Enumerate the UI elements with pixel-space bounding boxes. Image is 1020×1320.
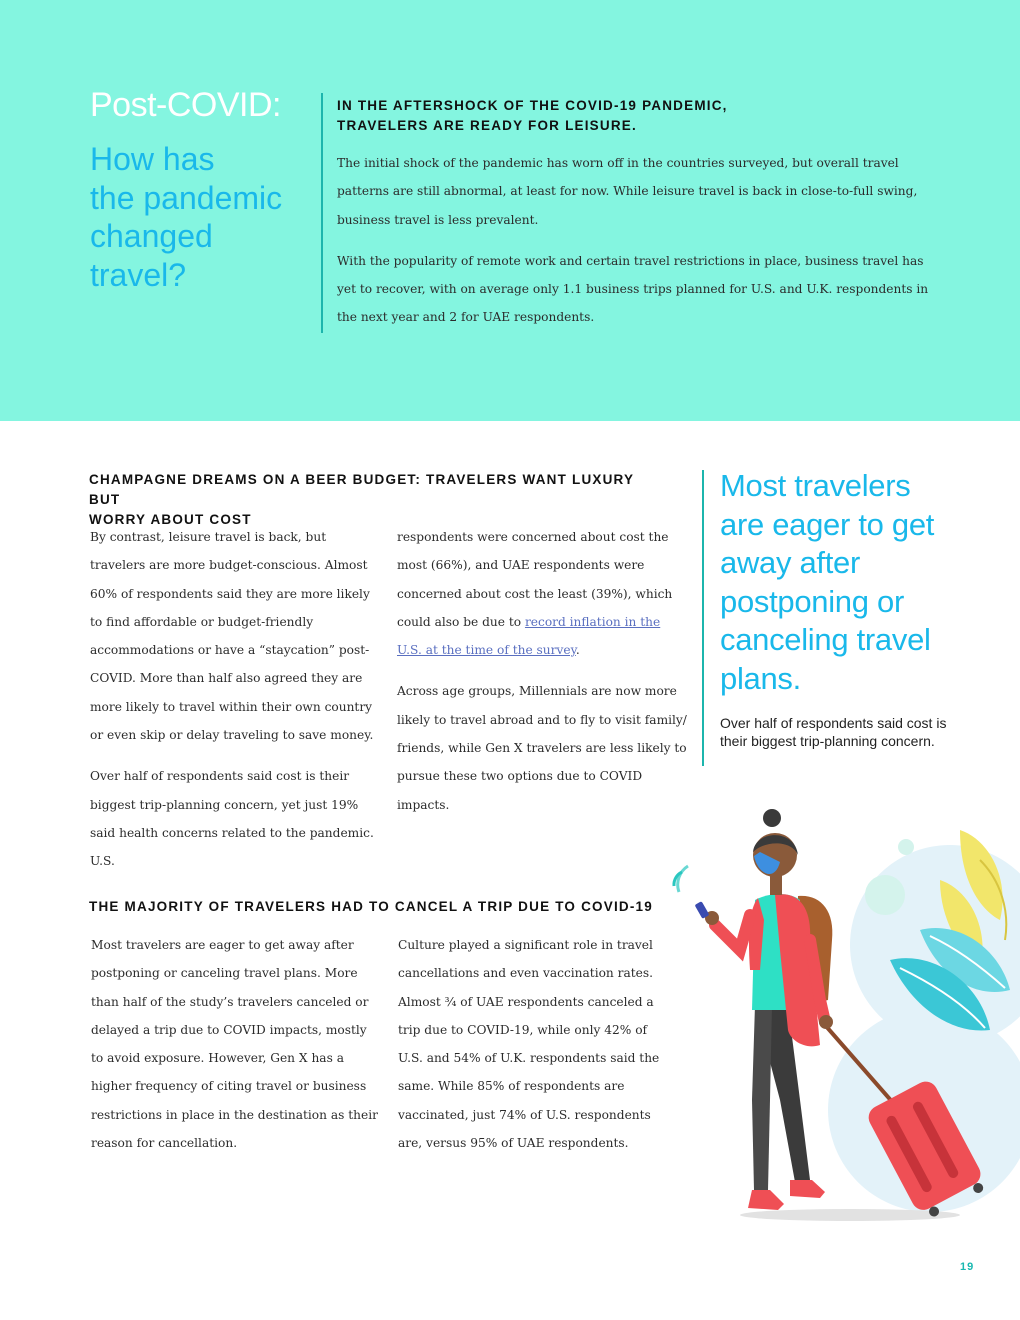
body-paragraph: Most travelers are eager to get away after postponing or canceling travel plans. More than half of the study’s travelers canceled or delayed a trip due to COVID impacts, mostly to avoid exposure. However, Gen X has a higher frequency of citing travel or business restrictions in place in the destination as their reason for cancellation. — [91, 938, 378, 1151]
kicker-title: Post-COVID: — [90, 86, 281, 124]
column-left — [90, 523, 375, 876]
heading-line: CHAMPAGNE DREAMS ON A BEER BUDGET: TRAVELERS WANT LUXURY BUT — [89, 472, 634, 507]
body-paragraph: Over half of respondents said cost is their biggest trip-planning concern, yet just 19% said health concerns related to the pandemic. U.S. — [90, 769, 374, 869]
section-heading — [89, 470, 669, 530]
intro-section — [337, 96, 937, 332]
page-number: 19 — [960, 1261, 975, 1273]
title-line: travel? — [90, 256, 187, 293]
intro-paragraph: The initial shock of the pandemic has worn off in the countries surveyed, but overall travel patterns are still abnormal, at least for now. While leisure travel is back in close-to-full swing, business travel is less prevalent. — [337, 156, 918, 227]
inflation-link[interactable]: record inflation in the U.S. at the time of the survey — [397, 614, 661, 658]
body-paragraph — [397, 523, 687, 664]
heading-line: WORRY ABOUT COST — [89, 512, 252, 527]
pull-quote: Most travelers are eager to get away after postponing or canceling travel plans. — [720, 468, 935, 696]
vertical-rule — [321, 93, 323, 333]
intro-heading — [337, 96, 937, 136]
section-cost — [89, 470, 669, 530]
page-title — [90, 140, 310, 294]
body-paragraph: By contrast, leisure travel is back, but travelers are more budget-conscious. Almost 60% of respondents said they are more likely to find affordable or budget-friendly accommodations or have a “staycation” post-COVID. More than half also agreed they are more likely to travel within their own country or even skip or delay traveling to save money. — [90, 530, 374, 743]
pull-quote-caption: Over half of respondents said cost is their biggest trip-planning concern. — [720, 715, 947, 749]
title-line: How has — [90, 141, 215, 177]
section-heading: THE MAJORITY OF TRAVELERS HAD TO CANCEL A TRIP DUE TO COVID-19 — [89, 899, 653, 914]
text-run: . — [575, 643, 580, 658]
text-run: respondents were concerned about cost the most (66%), and UAE respondents were concerned about cost the least (39%), which could also be due to — [397, 530, 673, 629]
body-paragraph: Culture played a significant role in travel cancellations and even vaccination rates. Almost ¾ of UAE respondents canceled a trip due to COVID-19, while only 42% of U.S. and 54% of U.K. respondents said the same. While 85% of respondents are vaccinated, just 74% of U.S. respondents are, versus 95% of UAE respondents. — [398, 938, 660, 1151]
title-line: changed — [90, 218, 213, 254]
title-line: the pandemic — [90, 179, 283, 216]
column-right — [398, 931, 673, 1157]
body-paragraph: Across age groups, Millennials are now more likely to travel abroad and to fly to visit family/ friends, while Gen X travelers are less likely to pursue these two options due to COVID impacts. — [397, 684, 687, 812]
intro-paragraph: With the popularity of remote work and certain travel restrictions in place, business travel has yet to recover, with on average only 1.1 business trips planned for U.S. and U.K. respondents in the next year and 2 for UAE respondents. — [337, 253, 929, 325]
heading-line: IN THE AFTERSHOCK OF THE COVID-19 PANDEMIC, — [337, 98, 728, 113]
traveler-illustration — [660, 800, 1020, 1240]
column-left — [91, 931, 379, 1157]
section-cancel — [89, 897, 689, 917]
heading-line: TRAVELERS ARE READY FOR LEISURE. — [337, 118, 637, 133]
column-right — [397, 523, 687, 819]
vertical-rule — [702, 470, 704, 766]
